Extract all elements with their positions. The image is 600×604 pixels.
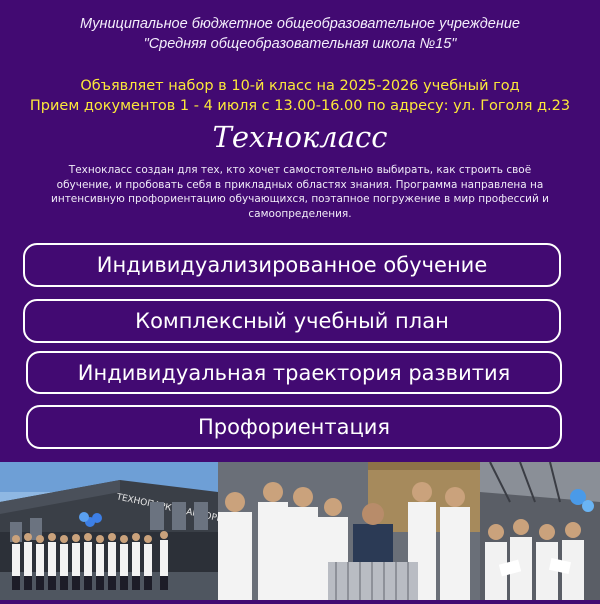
building-sign: ТЕХНОПАРК [115,492,173,514]
announcement-line2: Прием документов 1 - 4 июля с 13.00-16.00 по адресу: ул. Гоголя д.23 [29,98,571,114]
photo-strip [0,462,600,600]
feature-label: Профориентация [197,415,391,439]
feature-label: Индивидуальная траектория развития [77,360,511,385]
program-description: Технокласс создан для тех, кто хочет самостоятельно выбирать, как строить своё обучение, и пробовать себя в прикладных областях знания. Программа направлена на интенсивную профориентацию обучающихся, поэтапное погружение в мир профессий и самоопределения. [51,164,549,220]
school-name [0,14,600,54]
feature-label: Индивидуализированное обучение [96,253,488,277]
feature-career-guidance [26,405,562,449]
announcement-line1: Объявляет набор в 10-й класс на 2025-2026 учебный год [80,78,520,94]
school-name-line2: "Средняя общеобразовательная школа №15" [143,36,457,52]
enrollment-announcement [0,76,600,116]
feature-individualized-learning [23,243,561,287]
feature-curriculum [23,299,561,343]
photo-workshop [218,462,480,600]
photo-building [0,462,218,600]
school-name-line1: Муниципальное бюджетное общеобразовательное учреждение [80,16,520,32]
photo-auditorium [480,462,600,600]
feature-label: Комплексный учебный план [135,309,449,333]
feature-development-path [26,351,562,394]
page-title: Технокласс [212,120,388,154]
